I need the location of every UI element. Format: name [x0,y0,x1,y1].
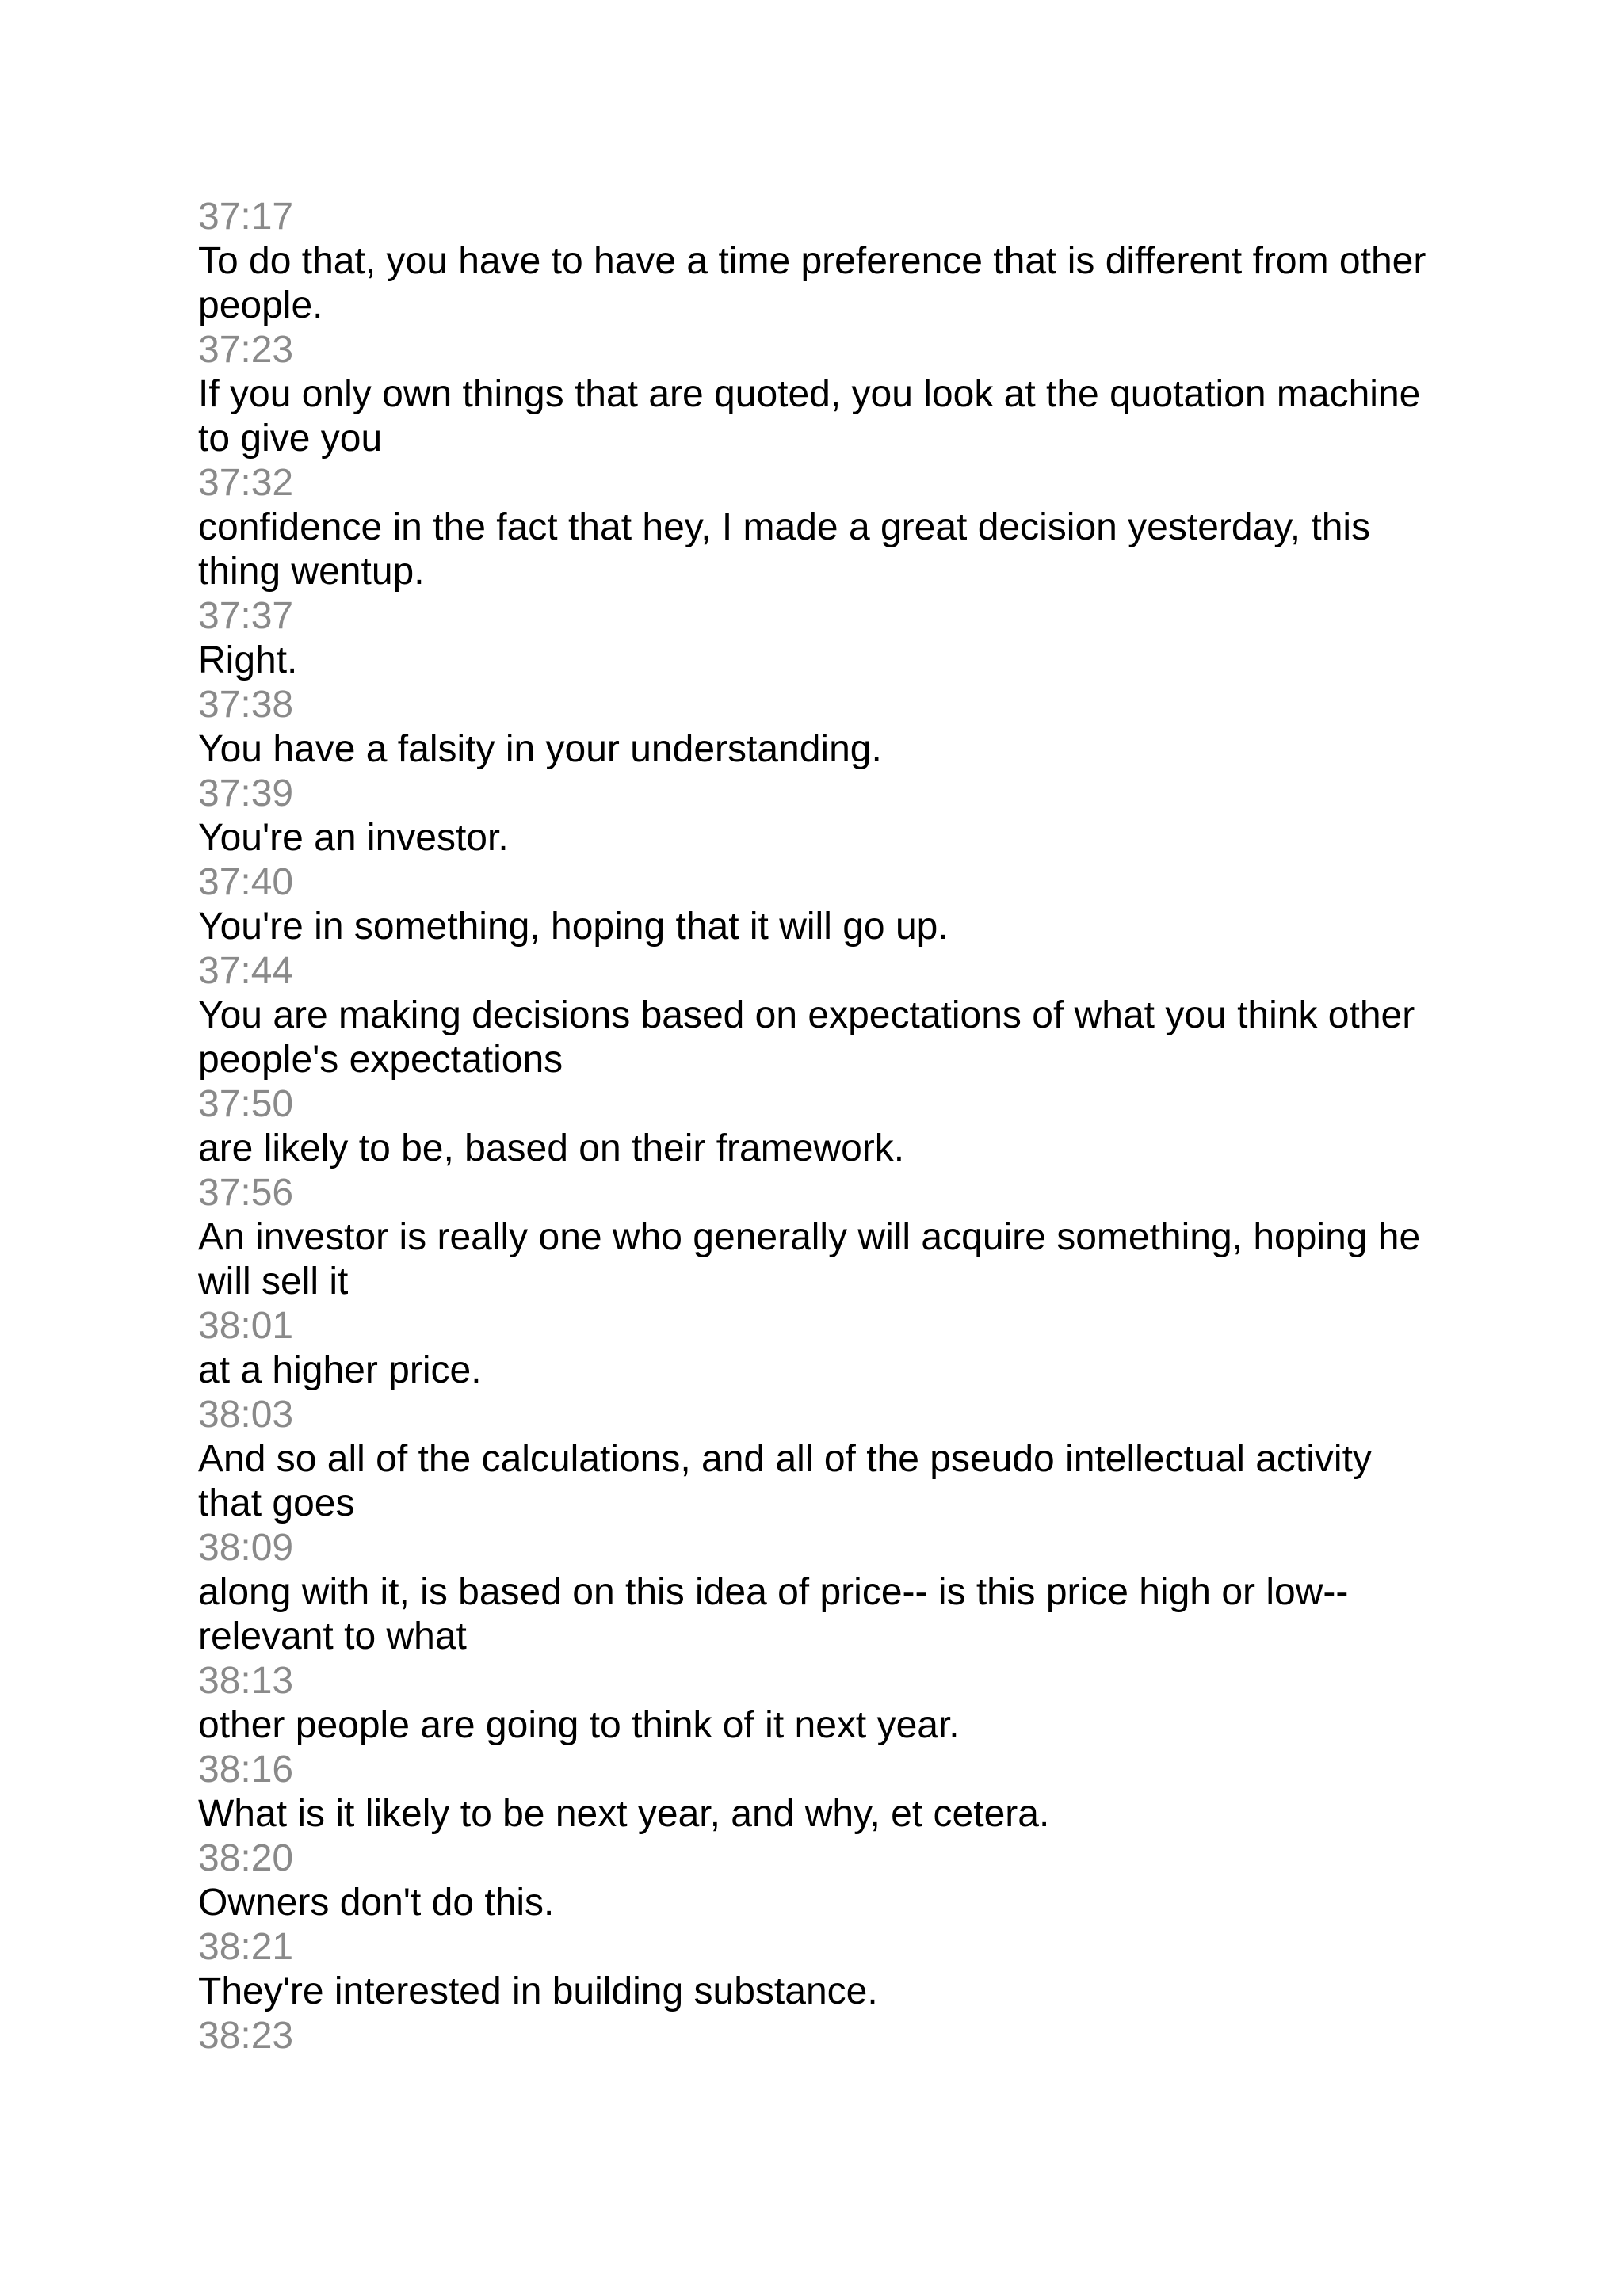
timestamp: 37:44 [198,950,294,992]
caption-text: at a higher price. [198,1349,482,1391]
caption-text: confidence in the fact that hey, I made a great decision yesterday, this thing wentup. [198,506,1371,593]
timestamp: 38:01 [198,1305,294,1347]
transcript-entry [198,195,1434,328]
transcript-entry [198,1925,1434,2014]
timestamp: 37:50 [198,1083,294,1125]
caption-text: What is it likely to be next year, and why, et cetera. [198,1793,1050,1835]
timestamp: 37:39 [198,772,294,814]
timestamp: 38:16 [198,1749,294,1791]
transcript-entry [198,594,1434,683]
transcript-entry [198,860,1434,949]
timestamp: 38:23 [198,2015,294,2057]
timestamp: 37:38 [198,684,294,726]
timestamp: 37:37 [198,595,294,637]
transcript-list [198,195,1434,2058]
transcript-entry [198,1748,1434,1836]
transcript-entry [198,1171,1434,1304]
caption-text: Right. [198,639,298,681]
timestamp: 37:17 [198,196,294,238]
transcript-entry [198,772,1434,860]
transcript-entry [198,1393,1434,1526]
transcript-entry [198,1082,1434,1171]
caption-text: You have a falsity in your understanding. [198,728,882,770]
transcript-entry [198,328,1434,461]
transcript-entry [198,2014,1434,2058]
timestamp: 38:13 [198,1660,294,1702]
timestamp: 37:32 [198,462,294,504]
caption-text: They're interested in building substance. [198,1970,878,2012]
caption-text: You're in something, hoping that it will go up. [198,906,949,948]
caption-text: Owners don't do this. [198,1882,555,1924]
caption-text: along with it, is based on this idea of price-- is this price high or low-- relevant to what [198,1571,1349,1657]
transcript-entry [198,683,1434,772]
timestamp: 37:56 [198,1172,294,1214]
transcript-entry [198,1836,1434,1925]
transcript-entry [198,1304,1434,1393]
timestamp: 38:03 [198,1394,294,1436]
transcript-entry [198,1526,1434,1659]
timestamp: 37:23 [198,329,294,371]
timestamp: 37:40 [198,861,294,903]
caption-text: You're an investor. [198,817,509,859]
timestamp: 38:09 [198,1527,294,1569]
caption-text: If you only own things that are quoted, you look at the quotation machine to give you [198,373,1421,460]
caption-text: other people are going to think of it next year. [198,1704,960,1746]
caption-text: To do that, you have to have a time preference that is different from other people. [198,240,1426,326]
transcript-entry [198,461,1434,594]
caption-text: are likely to be, based on their framework. [198,1127,905,1169]
caption-text: You are making decisions based on expectations of what you think other people's expectations [198,994,1415,1081]
caption-text: And so all of the calculations, and all of the pseudo intellectual activity that goes [198,1438,1372,1524]
transcript-entry [198,949,1434,1082]
caption-text: An investor is really one who generally will acquire something, hoping he will sell it [198,1216,1421,1302]
transcript-entry [198,1659,1434,1748]
timestamp: 38:21 [198,1926,294,1968]
timestamp: 38:20 [198,1837,294,1879]
